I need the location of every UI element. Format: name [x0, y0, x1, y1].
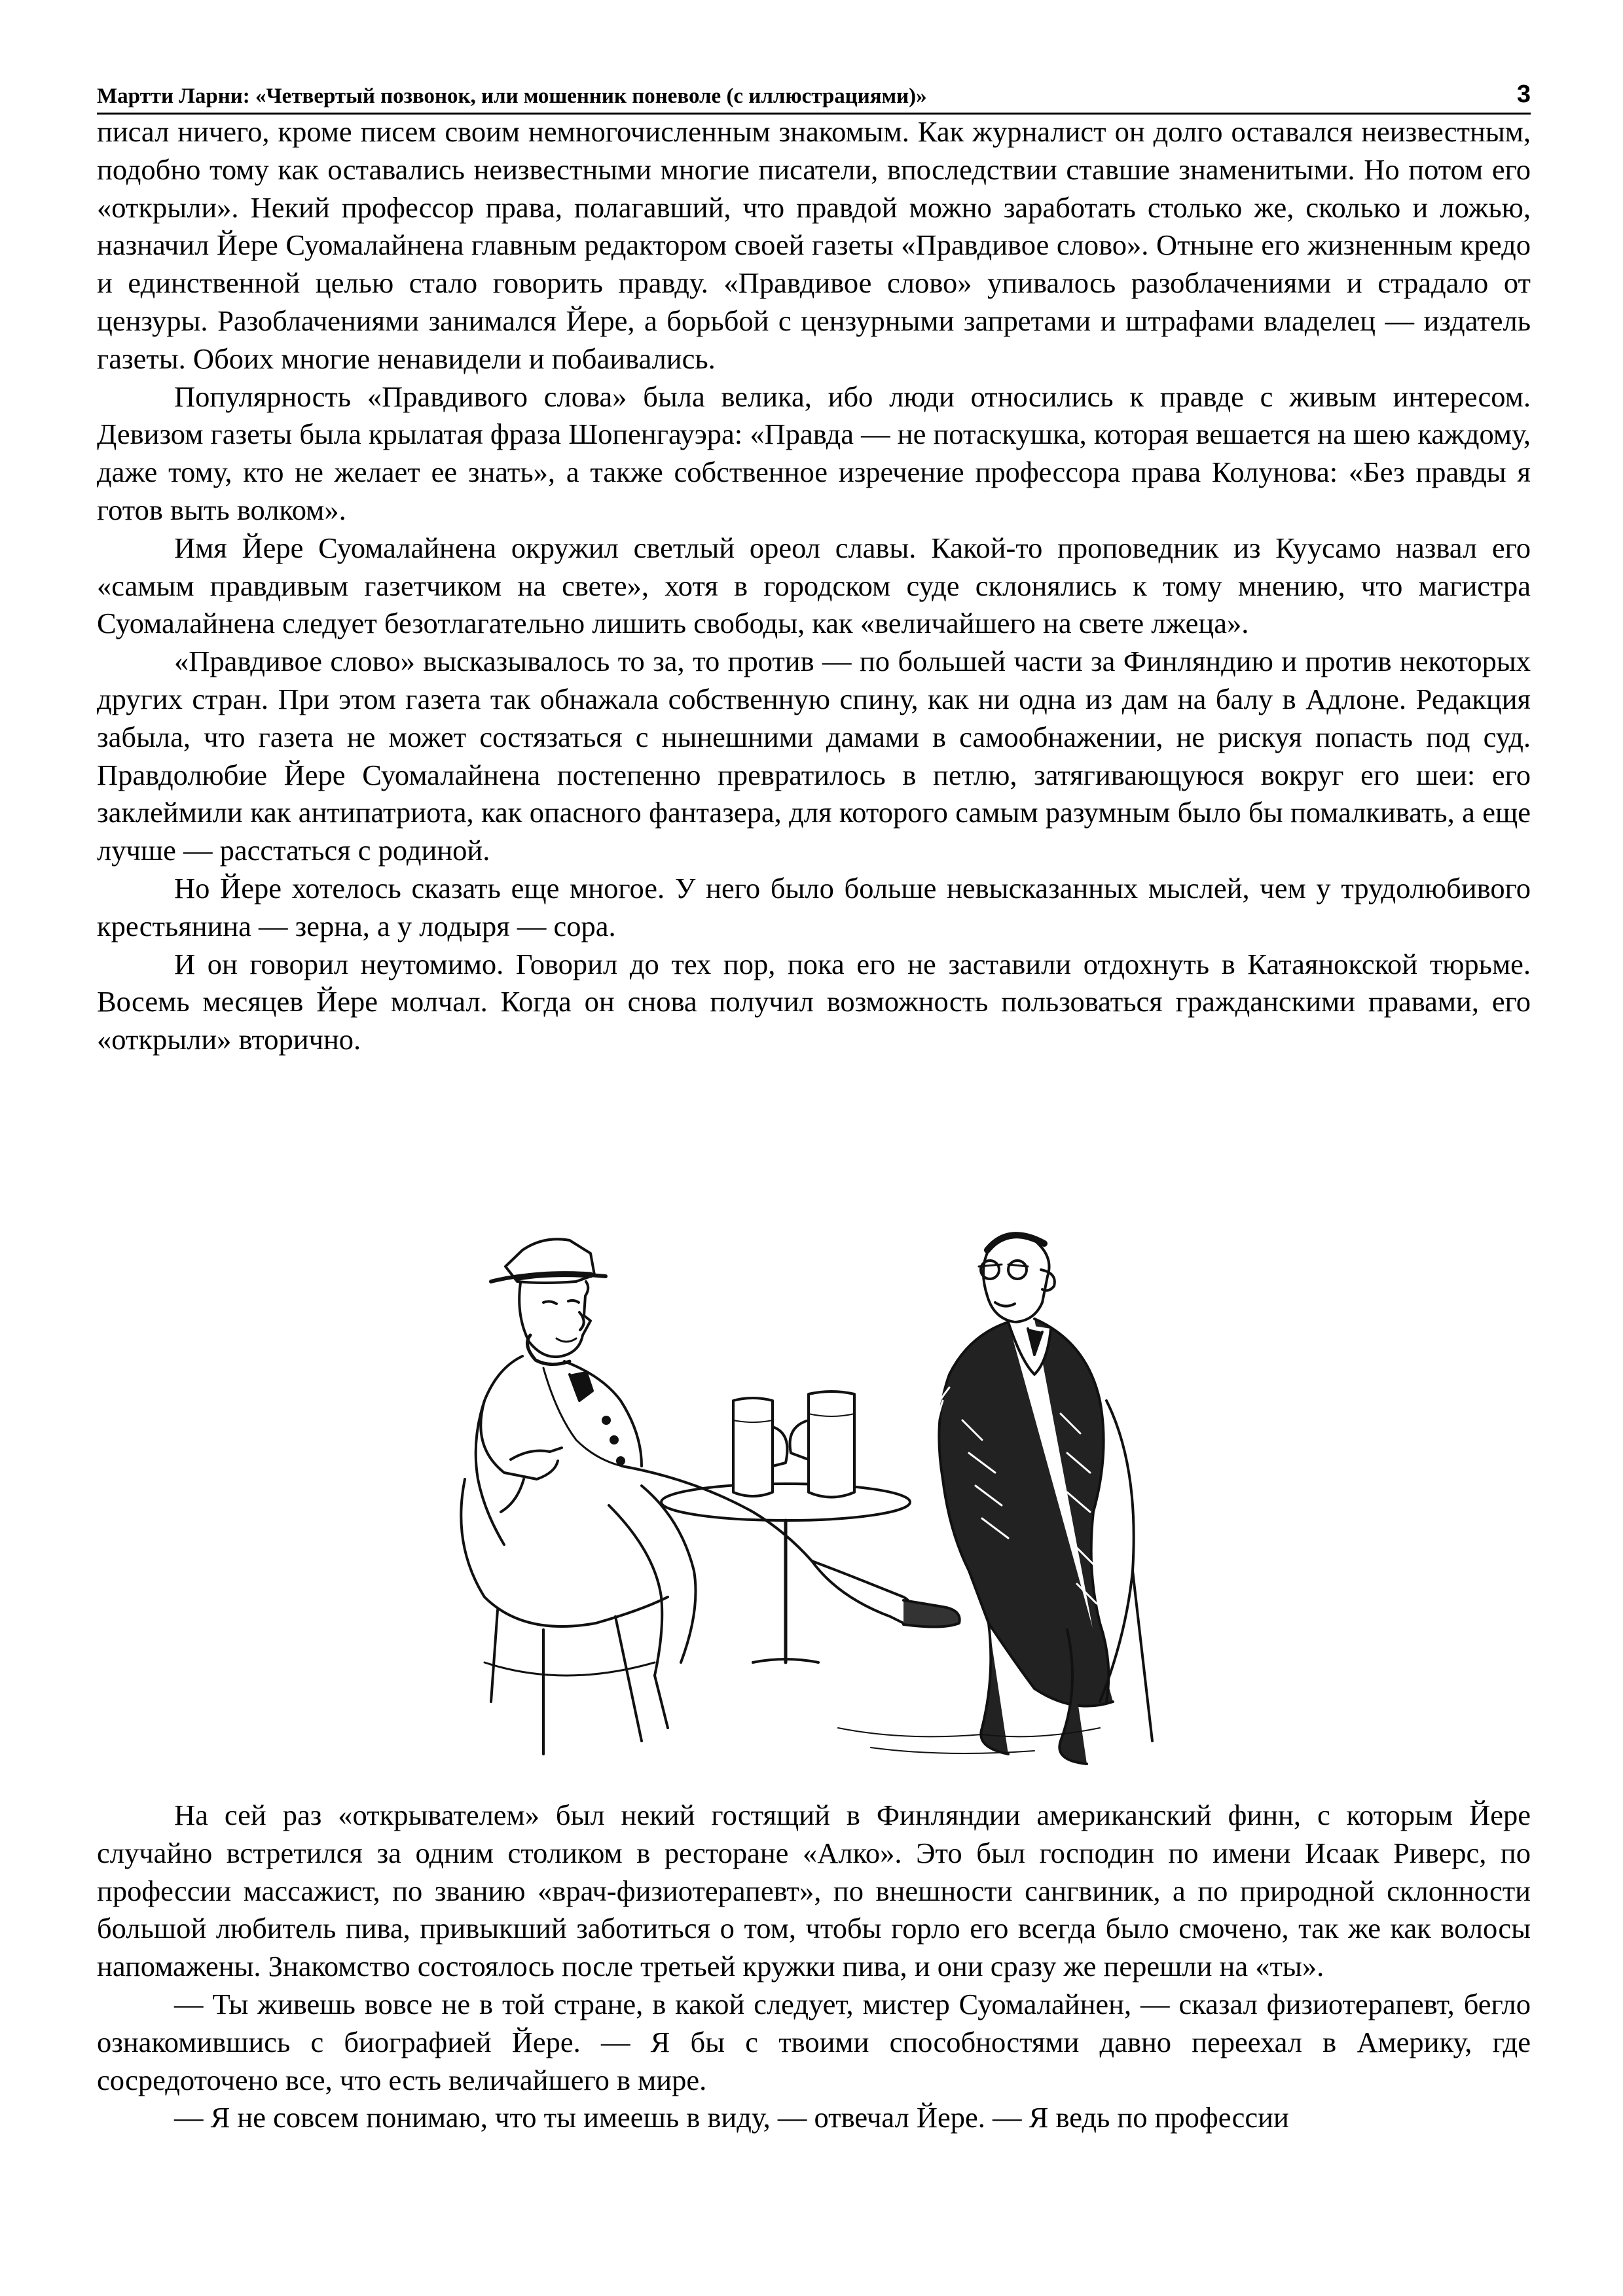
paragraph: — Я не совсем понимаю, что ты имеешь в виду, — отвечал Йере. — Я ведь по профессии — [174, 2101, 1289, 2134]
page-number: 3 — [1516, 81, 1531, 108]
text-block-top — [97, 113, 1531, 1059]
illustration-two-men-at-table — [445, 1204, 1244, 1780]
left-man — [461, 1239, 959, 1754]
paragraph: «Правдивое слово» высказывалось то за, то против — по большей части за Финляндию и против некоторых других стран. При этом газета так обнажала собственную спину, как ни одна из дам на балу в Адлоне. Редакция забыла, что газета не может состязаться с нынешними дамами в самообнажении, не рискуя попасть под суд. Правдолюбие Йере Суомалайнена постепенно превратилось в петлю, затягивающуюся вокруг его шеи: его заклеймили как антипатриота, как опасного фантазера, для которого самым разумным было бы помалкивать, а еще лучше — расстаться с родиной. — [97, 645, 1531, 867]
table — [661, 1391, 910, 1662]
paragraph: — Ты живешь вовсе не в той стране, в какой следует, мистер Суомалайнен, — сказал физиотерапевт, бегло ознакомившись с биографией Йере. — Я бы с твоими способностями давно переехал в Америку, где сосредоточено все, что есть величайшего в мире. — [97, 1987, 1531, 2096]
paragraph: Имя Йере Суомалайнена окружил светлый ореол славы. Какой-то проповедник из Куусамо назвал его «самым правдивым газетчиком на свете», хотя в городском суде склонялись к тому мнению, что магистра Суомалайнена следует безотлагательно лишить свободы, как «величайшего на свете лжеца». — [97, 531, 1531, 640]
header-title: Мартти Ларни: «Четвертый позвонок, или мошенник поневоле (с иллюстрациями)» — [97, 84, 927, 108]
paragraph: Но Йере хотелось сказать еще многое. У него было больше невысказанных мыслей, чем у трудолюбивого крестьянина — зерна, а у лодыря — сора. — [97, 871, 1531, 942]
text-block-bottom — [97, 1797, 1531, 2137]
right-man — [916, 1235, 1152, 1764]
paragraph: Популярность «Правдивого слова» была велика, ибо люди относились к правде с живым интересом. Девизом газеты была крылатая фраза Шопенгауэра: «Правда — не потаскушка, которая вешается на шею каждому, даже тому, кто не желает ее знать», а также собственное изречение профессора права Колунова: «Без правды я готов выть волком». — [97, 380, 1531, 526]
running-header — [97, 75, 1531, 115]
paragraph: На сей раз «открывателем» был некий гостящий в Финляндии американский финн, с которым Йере случайно встретился за одним столиком в ресторане «Алко». Это был господин по имени Исаак Риверс, по профессии массажист, по званию «врач-физиотерапевт», по внешности сангвиник, а по природной склонности большой любитель пива, привыкший заботиться о том, чтобы горло его всегда было смочено, так же как волосы напомажены. Знакомство состоялось после третьей кружки пива, и они сразу же перешли на «ты». — [97, 1799, 1531, 1983]
paragraph: писал ничего, кроме писем своим немногочисленным знакомым. Как журналист он долго оставался неизвестным, подобно тому как оставались неизвестными многие писатели, впоследствии ставшие знаменитыми. Но потом его «открыли». Некий профессор права, полагавший, что правдой можно заработать столько же, сколько и ложью, назначил Йере Суомалайнена главным редактором своей газеты «Правдивое слово». Отныне его жизненным кредо и единственной целью стало говорить правду. «Правдивое слово» упивалось разоблачениями и страдало от цензуры. Разоблачениями занимался Йере, а борьбой с цензурными запретами и штрафами владелец — издатель газеты. Обоих многие ненавидели и побаивались. — [97, 115, 1531, 375]
paragraph: И он говорил неутомимо. Говорил до тех пор, пока его не заставили отдохнуть в Катаянокской тюрьме. Восемь месяцев Йере молчал. Когда он снова получил возможность пользоваться гражданскими правами, его «открыли» вторично. — [97, 947, 1531, 1056]
